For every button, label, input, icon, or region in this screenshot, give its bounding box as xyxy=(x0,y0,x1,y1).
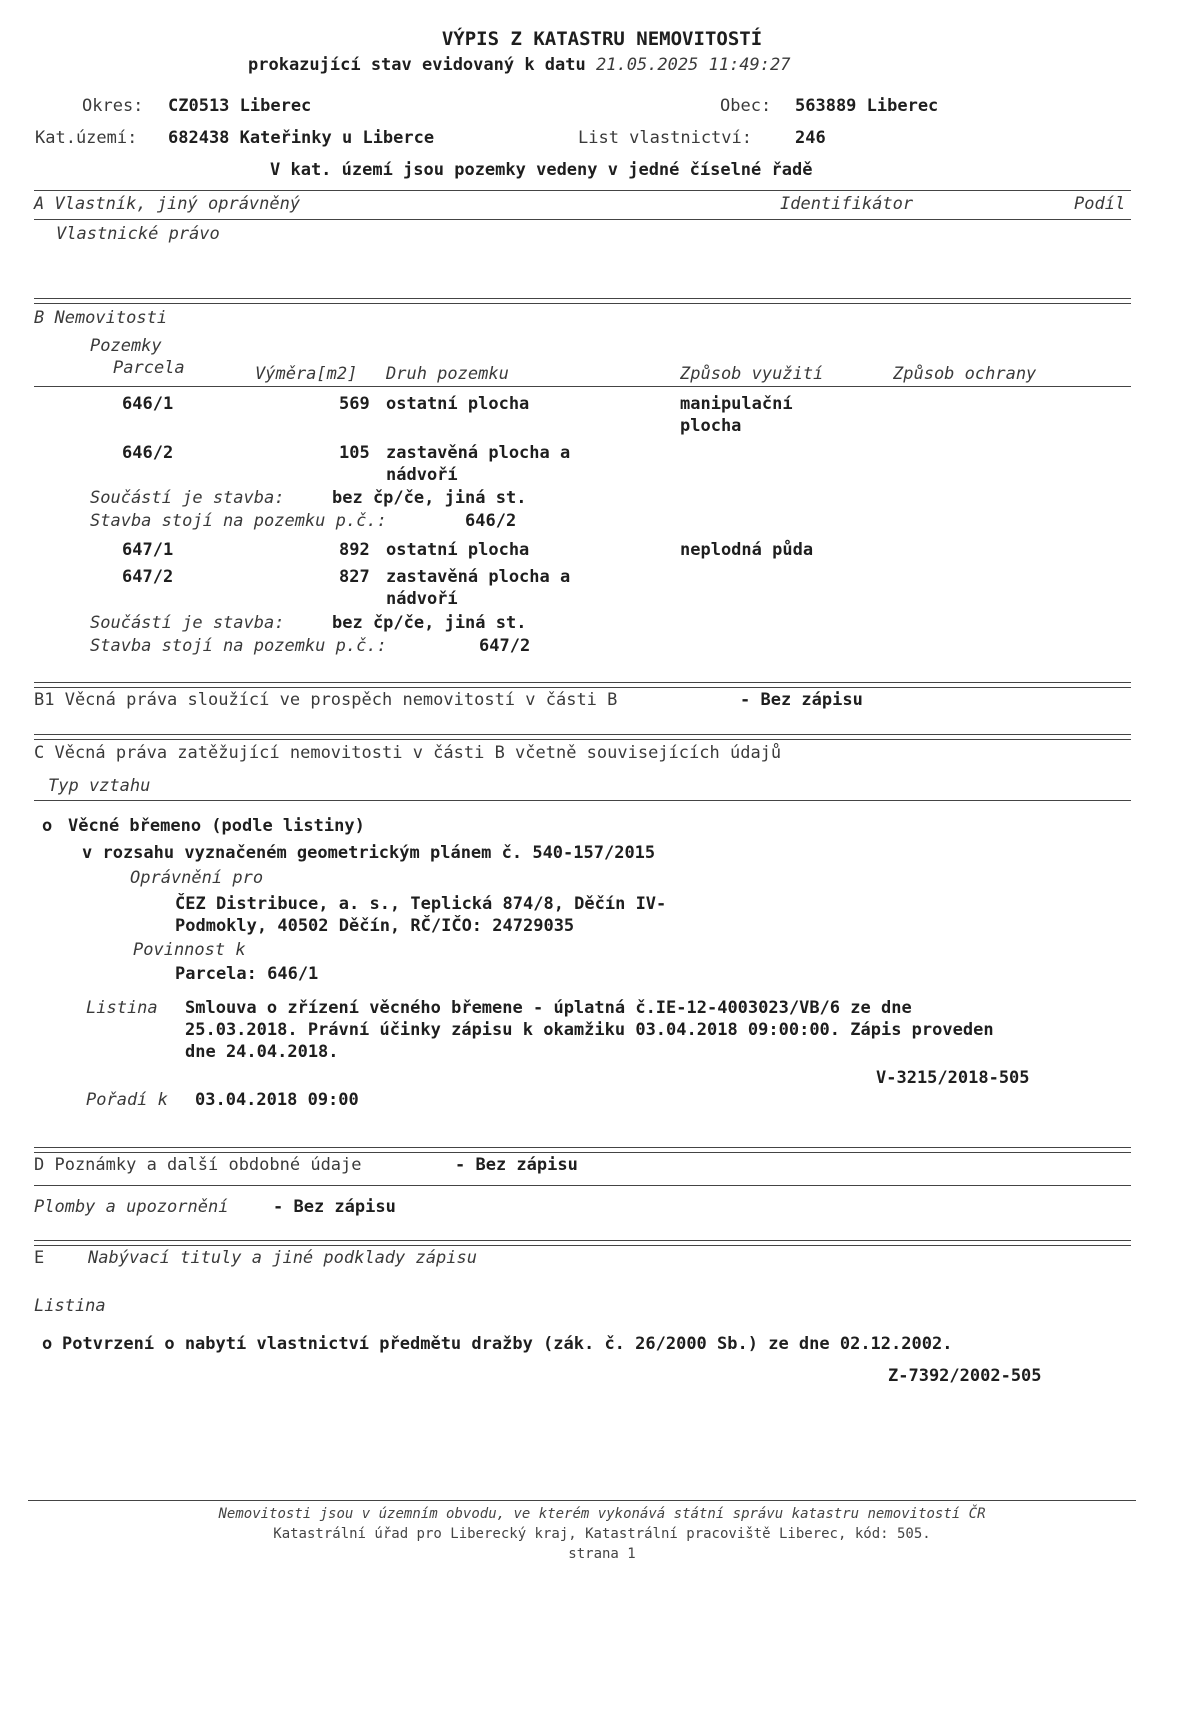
col-druh: Druh pozemku xyxy=(386,364,509,384)
footer-line-1: Nemovitosti jsou v územním obvodu, ve kterém vykonává státní správu katastru nemovitostí ČR xyxy=(218,1506,986,1522)
lv-value: 246 xyxy=(795,128,826,148)
stavba-label: Stavba stojí na pozemku p.č.: xyxy=(90,511,387,531)
vyuziti-value: manipulační xyxy=(680,394,793,414)
vyuziti-value-cont: plocha xyxy=(680,416,742,436)
section-e-item: Potvrzení o nabytí vlastnictví předmětu dražby (zák. č. 26/2000 Sb.) ze dne 02.12.2002. xyxy=(62,1334,953,1354)
soucasti-label: Součástí je stavba: xyxy=(90,488,285,508)
col-vymera: Výměra[m2] xyxy=(255,364,358,384)
section-a-label: A Vlastník, jiný oprávněný xyxy=(34,194,301,214)
section-d-value: - Bez zápisu xyxy=(455,1155,578,1175)
divider xyxy=(34,386,1131,387)
vymera-value: 827 xyxy=(339,567,370,587)
section-a-sub: Vlastnické právo xyxy=(56,224,220,244)
subtitle-label: prokazující stav evidovaný k datu xyxy=(248,55,586,75)
col-zpusob-ochrany: Způsob ochrany xyxy=(893,364,1037,384)
section-b-label: B Nemovitosti xyxy=(34,308,168,328)
bremeno-rozsah: v rozsahu vyznačeném geometrickým plánem č. 540-157/2015 xyxy=(82,843,656,863)
subtitle-date: 21.05.2025 11:49:27 xyxy=(596,55,791,75)
section-e-ref: Z-7392/2002-505 xyxy=(888,1366,1042,1386)
section-c-label: C Věcná práva zatěžující nemovitosti v části B včetně souvisejících údajů xyxy=(34,743,782,763)
povinnost-label: Povinnost k xyxy=(133,940,246,960)
section-b1-value: - Bez zápisu xyxy=(740,690,863,710)
stavba-value: 647/2 xyxy=(479,636,531,656)
poradi-label: Pořadí k xyxy=(86,1090,168,1110)
druh-value-cont: nádvoří xyxy=(386,589,458,609)
bullet-icon: o xyxy=(42,816,53,836)
parcela-number: 647/1 xyxy=(122,540,174,560)
bullet-icon: o xyxy=(42,1334,53,1354)
double-divider xyxy=(34,682,1131,688)
typ-vztahu: Typ vztahu xyxy=(48,776,151,796)
okres-value: CZ0513 Liberec xyxy=(168,96,312,116)
parcela-number: 647/2 xyxy=(122,567,174,587)
stavba-value: 646/2 xyxy=(465,511,517,531)
divider xyxy=(34,190,1131,191)
divider xyxy=(34,800,1131,801)
parcela-number: 646/1 xyxy=(122,394,174,414)
page-title: VÝPIS Z KATASTRU NEMOVITOSTÍ xyxy=(441,28,763,50)
vymera-value: 105 xyxy=(339,443,370,463)
vymera-value: 569 xyxy=(339,394,370,414)
druh-value: zastavěná plocha a xyxy=(386,443,571,463)
listina-line: Smlouva o zřízení věcného břemene - úplatná č.IE-12-4003023/VB/6 ze dne xyxy=(185,998,912,1018)
section-b-pozemky: Pozemky xyxy=(90,336,162,356)
listina-ref: V-3215/2018-505 xyxy=(876,1068,1030,1088)
section-b1-label: B1 Věcná práva sloužící ve prospěch nemovitostí v části B xyxy=(34,690,618,710)
obec-label: Obec: xyxy=(720,96,772,116)
section-e-letter: E xyxy=(34,1248,45,1268)
section-e-listina-label: Listina xyxy=(34,1296,106,1316)
double-divider xyxy=(34,298,1131,304)
obec-value: 563889 Liberec xyxy=(795,96,939,116)
poradi-value: 03.04.2018 09:00 xyxy=(195,1090,359,1110)
katuzemi-label: Kat.území: xyxy=(35,128,138,148)
opravneni-value-cont: Podmokly, 40502 Děčín, RČ/IČO: 24729035 xyxy=(175,916,575,936)
section-e-label: Nabývací tituly a jiné podklady zápisu xyxy=(88,1248,477,1268)
section-a-col-identifikator: Identifikátor xyxy=(780,194,914,214)
subtitle xyxy=(248,57,790,74)
vyuziti-value: neplodná půda xyxy=(680,540,814,560)
parcela-number: 646/2 xyxy=(122,443,174,463)
col-zpusob-vyuziti: Způsob využití xyxy=(680,364,824,384)
double-divider xyxy=(34,1240,1131,1246)
listina-label: Listina xyxy=(86,998,158,1018)
listina-line: dne 24.04.2018. xyxy=(185,1042,339,1062)
section-d-label: D Poznámky a další obdobné údaje xyxy=(34,1155,362,1175)
lv-label: List vlastnictví: xyxy=(578,128,752,148)
soucasti-value: bez čp/če, jiná st. xyxy=(332,488,527,508)
bremeno-title: Věcné břemeno (podle listiny) xyxy=(68,816,365,836)
vymera-value: 892 xyxy=(339,540,370,560)
footer-divider xyxy=(28,1500,1136,1501)
section-a-col-podil: Podíl xyxy=(1074,194,1126,214)
plomby-value: - Bez zápisu xyxy=(273,1197,396,1217)
page-number: strana 1 xyxy=(568,1546,636,1562)
listina-line: 25.03.2018. Právní účinky zápisu k okamžiku 03.04.2018 09:00:00. Zápis proveden xyxy=(185,1020,994,1040)
col-parcela: Parcela xyxy=(113,358,185,378)
druh-value-cont: nádvoří xyxy=(386,465,458,485)
povinnost-value: Parcela: 646/1 xyxy=(175,964,319,984)
stavba-label: Stavba stojí na pozemku p.č.: xyxy=(90,636,387,656)
opravneni-label: Oprávnění pro xyxy=(130,868,264,888)
double-divider xyxy=(34,734,1131,740)
soucasti-label: Součástí je stavba: xyxy=(90,613,285,633)
druh-value: ostatní plocha xyxy=(386,540,530,560)
katuzemi-note: V kat. území jsou pozemky vedeny v jedné číselné řadě xyxy=(270,160,813,180)
opravneni-value: ČEZ Distribuce, a. s., Teplická 874/8, Děčín IV- xyxy=(175,894,667,914)
plomby-label: Plomby a upozornění xyxy=(34,1197,229,1217)
druh-value: ostatní plocha xyxy=(386,394,530,414)
divider xyxy=(34,1185,1131,1186)
soucasti-value: bez čp/če, jiná st. xyxy=(332,613,527,633)
druh-value: zastavěná plocha a xyxy=(386,567,571,587)
footer-line-2: Katastrální úřad pro Liberecký kraj, Katastrální pracoviště Liberec, kód: 505. xyxy=(273,1526,931,1542)
divider xyxy=(34,219,1131,220)
katuzemi-value: 682438 Kateřinky u Liberce xyxy=(168,128,435,148)
double-divider xyxy=(34,1147,1131,1153)
okres-label: Okres: xyxy=(82,96,144,116)
